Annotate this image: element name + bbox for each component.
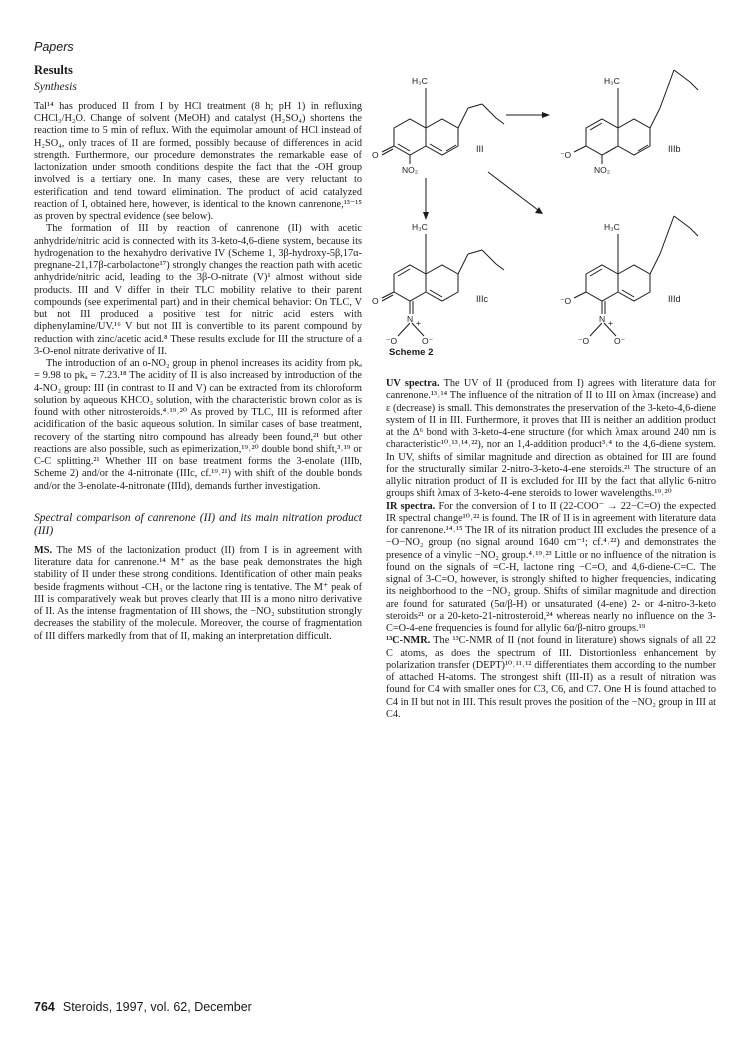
section-label: Papers — [34, 40, 74, 54]
nmr-text: The ¹³C-NMR of II (not found in literature) shows signals of all 22 C atoms, as does the spectrum of III. Distortionless enhancement by polarization transfer (DEPT)¹⁰˒¹¹˒¹² differentiates them according to the number of attached H-atoms. The strongest shift (III-II) as a result of nitration was found for C4 with smaller ones for C3, C6, and C7. One H is found attached to C4 in II but not in III. This result proves the position of the −NO₂ group in III at C4. — [386, 635, 716, 720]
synthesis-paragraph-2: The formation of III by reaction of canrenone (II) with acetic anhydride/nitric acid is connected with its 3-keto-4,6-diene system, because its hydrogenation to the hexahydro derivative IV (Scheme 1, 3β-hydroxy-5β,17α-pregnane-21,17β-carbolactone¹⁷) strongly changes the reaction path with acetic anhydride/nitric acid, leading to the 3β-O-nitrate (V)¹ almost without side products. III and V differ in their TLC mobility relative to their parent compounds (see experimental part) and in their chemical behavior: On TLC, V but not III produced a positive test for nitric acid esters with diphenylamine/UV.¹⁶ V but not III is convertible to its parent compound by reduction with zinc/acetic acid.⁸ These results exclude for III the structure of a 3-O-enol nitrate derivative of II. — [34, 223, 362, 357]
atom-n-iiid: N — [599, 314, 606, 324]
ir-paragraph — [386, 501, 716, 636]
atom-h3c-iiib: H₃C — [604, 76, 620, 86]
spectral-comparison-heading: Spectral comparison of canrenone (II) and its main nitration product (III) — [34, 511, 362, 538]
arrow-iii-to-iiid — [488, 172, 538, 210]
nmr-paragraph — [386, 635, 716, 721]
synthesis-paragraph-1: Tal¹⁴ has produced II from I by HCl treatment (8 h; pH 1) in refluxing CHCl₃/H₂O. Change of solvent (MeOH) and catalyst (H₂SO₄) shortens the reaction time to 5 min of reflux. With the equimolar amount of HCl instead of H₂SO₄, only traces of II are formed, possibly because of differences in acid strength. Furthermore, our procedure demonstrates the remarkable ease of lactonization under smooth conditions despite the fact that the -OH group involved is a tertiary one. In many cases, these are very reluctant to esterification and tend toward elimination. The product of acid catalyzed reaction of I, obtained here, however, is identical to the known canrenone,¹³⁻¹⁵ as proven by spectral evidence (see below). — [34, 100, 362, 222]
ms-run-in-heading: MS. — [34, 544, 53, 556]
atom-o-minus-left-iiic: ⁻O — [386, 336, 398, 346]
compound-label-iii: III — [476, 144, 484, 154]
results-heading: Results — [34, 63, 73, 77]
atom-h3c-iii: H₃C — [412, 76, 428, 86]
atom-o-minus-right-iiid: O⁻ — [614, 336, 626, 346]
journal-citation: Steroids, 1997, vol. 62, December — [62, 1000, 252, 1014]
uv-run-in-heading: UV spectra. — [386, 378, 440, 389]
atom-no2-iii: NO₂ — [402, 165, 419, 175]
atom-no2-iiib: NO₂ — [594, 165, 611, 175]
left-column — [34, 64, 362, 643]
page-number: 764 — [34, 1000, 55, 1014]
page-footer — [34, 1000, 252, 1014]
atom-o-iiic: O — [372, 296, 379, 306]
atom-o-minus-left-iiid: ⁻O — [578, 336, 590, 346]
compound-label-iiic: IIIc — [476, 294, 489, 304]
molecule-iiid-structure — [574, 216, 698, 336]
atom-o-minus-iiid: ⁻O — [560, 296, 572, 306]
ir-run-in-heading: IR spectra. — [386, 500, 436, 512]
atom-plus-iiid: + — [608, 318, 613, 328]
scheme-caption: Scheme 2 — [389, 347, 434, 358]
scheme-2-drawing — [372, 60, 734, 360]
synthesis-heading: Synthesis — [34, 81, 77, 94]
atom-h3c-iiid: H₃C — [604, 222, 620, 232]
ms-paragraph — [34, 545, 362, 643]
atom-o-minus-iiib: ⁻O — [560, 150, 572, 160]
right-column — [386, 378, 716, 721]
uv-text: The UV of II (produced from I) agrees with literature data for canrenone.¹³˒¹⁴ The influence of the nitration of II to III on λmax (increase) and ε (decrease) is small. This demonstrates the preservation of the 3-keto-4,6-diene system of II in III. Furthermore, it proves that III is neither an addition product at the Δ⁶ bond with 3-keto-4-ene structure (for which λmax around 240 nm is characteristic¹⁰˒¹³˒¹⁴˒²²), nor an 1,4-addition product³˒⁴ to the 4,6-diene system. In UV, shifts of similar magnitude and direction as obtained for III are found for the structurally similar 2-nitro-3-keto-4-ene steroids.²¹ The structure of an allylic nitration product of II is excluded for III by the fact that allylic 6-nitro groups shift λmax of 3-keto-4-ene steroids to lower wavelengths.¹⁹˒²⁰ — [386, 378, 716, 500]
molecule-iii-structure — [382, 88, 504, 164]
atom-o-minus-right-iiic: O⁻ — [422, 336, 434, 346]
uv-paragraph — [386, 378, 716, 501]
compound-label-iiid: IIId — [668, 294, 681, 304]
atom-n-iiic: N — [407, 314, 414, 324]
atom-o-iii: O — [372, 150, 379, 160]
ir-text: For the conversion of I to II (22-COO⁻ → 22−C=O) the expected IR spectral change¹⁰˒²² is found. The IR of II is in agreement with literature data for canrenone.¹⁴˒¹⁵ The IR of its nitration product III excludes the presence of a −O−NO₂ group (no signal around 1640 cm⁻¹; cf.⁴˒²²) and demonstrates the presence of a vinylic −NO₂ group.⁴˒¹⁹˒²³ Little or no influence of the nitration is found on the signals of =C-H, lactone ring −C=O, and 4,6-diene-C=C. The signal of 3-C=O, however, is strongly shifted to higher frequencies, indicating its neighborhood to the −NO₂ group. Shifts of similar magnitude and direction are found for saturated (5α/β-H) or unsaturated (4-ene) 2- or 4-nitro-3-keto steroids²¹ or a 20-keto-21-nitrosteroid,²⁴ whereas nearly no influence on the 3-C=O-4-ene frequencies is found for allylic 6α/β-nitro groups.¹⁹ — [386, 500, 716, 634]
atom-h3c-iiic: H₃C — [412, 222, 428, 232]
nmr-run-in-heading: ¹³C-NMR. — [386, 635, 431, 647]
scheme-2-figure — [372, 60, 734, 360]
ms-text: The MS of the lactonization product (II) from I is in agreement with literature data for canrenone.¹⁴ M⁺ as the base peak demonstrates the high stability of II under these strong conditions. Identification of other main peaks beside fragments without -CH₃ or the lactone ring is tentative. The M⁺ peak of III is comparatively weak but proves clearly that III is a mono nitro derivative of II. As the intense fragmentation of III shows, the −NO₂ substitution strongly decreases the stability of the molecule. Moreover, the course of fragmentation of III differs markedly from that of II, making an interpretation difficult. — [34, 544, 362, 642]
atom-plus-iiic: + — [416, 318, 421, 328]
molecule-iiic-structure — [382, 234, 504, 336]
synthesis-paragraph-3: The introduction of an o-NO₂ group in phenol increases its acidity from pkₐ = 9.98 to pkₐ = 7.23.¹⁸ The acidity of II is also increased by introduction of the 4-NO₂ group: III (in contrast to II and V) can be extracted from its chloroform solution by aqueous KHCO₃ solution, with the characteristic brown color as is found with other nitrosteroids.⁴˒¹⁹˒²⁰ As proved by TLC, III is reformed after acidification of the basic aqueous solution. In similar cases of base treatment, recovery of the starting nitro compound has already been found,²¹ but other reactions are also possible, such as epimerization,¹⁹˒²⁰ double bond shift,³˒¹⁹ or C-C splitting.²¹ Whether III on base treatment forms the 3-enolate (IIIb, Scheme 2) and/or the 4-nitronate (IIIc, cf.¹⁹˒²¹) with shift of the double bonds and/or the 3-enolate-4-nitronate (IIId), demands further investigation. — [34, 358, 362, 492]
compound-label-iiib: IIIb — [668, 144, 681, 154]
